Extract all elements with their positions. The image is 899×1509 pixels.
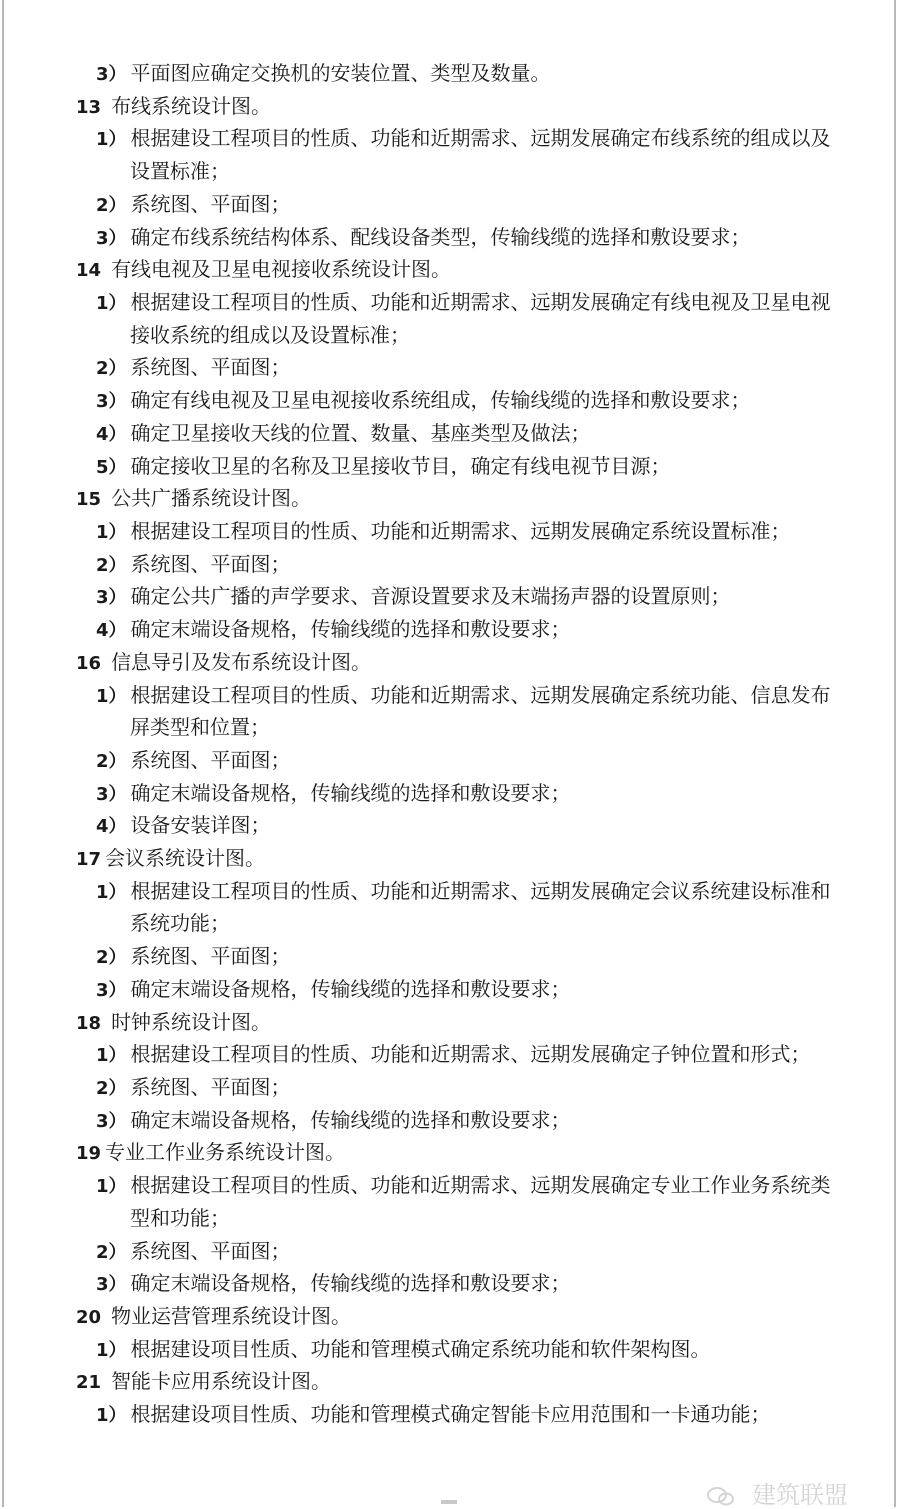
- section-heading: 21 智能卡应用系统设计图。: [76, 1369, 332, 1393]
- item-line: 4） 确定末端设备规格，传输线缆的选择和敷设要求；: [96, 617, 571, 641]
- item-line: 1） 根据建设工程项目的性质、功能和近期需求、远期发展确定会议系统建设标准和: [96, 879, 831, 903]
- item-line: 1） 根据建设工程项目的性质、功能和近期需求、远期发展确定系统功能、信息发布: [96, 683, 831, 707]
- item-line: 2） 系统图、平面图；: [96, 1075, 291, 1099]
- wechat-icon: [706, 1486, 736, 1506]
- item-line: 3） 确定末端设备规格，传输线缆的选择和敷设要求；: [96, 1108, 571, 1132]
- section-heading: 17 会议系统设计图。: [76, 846, 266, 870]
- item-line: 2） 系统图、平面图；: [96, 355, 291, 379]
- item-line: 4） 确定卫星接收天线的位置、数量、基座类型及做法；: [96, 421, 591, 445]
- section-heading: 13 布线系统设计图。: [76, 94, 272, 118]
- section-heading: 16 信息导引及发布系统设计图。: [76, 650, 372, 674]
- item-line: 2） 系统图、平面图；: [96, 1239, 291, 1263]
- item-line: 3） 确定有线电视及卫星电视接收系统组成，传输线缆的选择和敷设要求；: [96, 388, 751, 412]
- item-line: 3） 平面图应确定交换机的安装位置、类型及数量。: [96, 61, 551, 85]
- section-heading: 18 时钟系统设计图。: [76, 1010, 272, 1034]
- item-continuation: 系统功能；: [130, 911, 230, 935]
- item-line: 2） 系统图、平面图；: [96, 192, 291, 216]
- item-line: 1） 根据建设工程项目的性质、功能和近期需求、远期发展确定专业工作业务系统类: [96, 1173, 831, 1197]
- page-number-fragment: [441, 1500, 457, 1504]
- item-line: 1） 根据建设工程项目的性质、功能和近期需求、远期发展确定系统设置标准；: [96, 519, 791, 543]
- item-line: 2） 系统图、平面图；: [96, 944, 291, 968]
- item-line: 5） 确定接收卫星的名称及卫星接收节目，确定有线电视节目源；: [96, 454, 671, 478]
- section-heading: 15 公共广播系统设计图。: [76, 486, 312, 510]
- item-line: 1） 根据建设项目性质、功能和管理模式确定智能卡应用范围和一卡通功能；: [96, 1402, 771, 1426]
- item-line: 3） 确定末端设备规格，传输线缆的选择和敷设要求；: [96, 977, 571, 1001]
- section-heading: 19 专业工作业务系统设计图。: [76, 1140, 346, 1164]
- item-line: 4） 设备安装详图；: [96, 813, 271, 837]
- item-line: 3） 确定公共广播的声学要求、音源设置要求及末端扬声器的设置原则；: [96, 584, 731, 608]
- section-heading: 20 物业运营管理系统设计图。: [76, 1304, 352, 1328]
- item-line: 1） 根据建设工程项目的性质、功能和近期需求、远期发展确定布线系统的组成以及: [96, 126, 831, 150]
- item-line: 1） 根据建设工程项目的性质、功能和近期需求、远期发展确定有线电视及卫星电视: [96, 290, 831, 314]
- watermark-text: 建筑联盟: [752, 1481, 848, 1509]
- item-line: 1） 根据建设工程项目的性质、功能和近期需求、远期发展确定子钟位置和形式；: [96, 1042, 811, 1066]
- item-line: 3） 确定布线系统结构体系、配线设备类型，传输线缆的选择和敷设要求；: [96, 225, 751, 249]
- item-continuation: 屏类型和位置；: [130, 715, 270, 739]
- item-line: 3） 确定末端设备规格，传输线缆的选择和敷设要求；: [96, 781, 571, 805]
- item-line: 2） 系统图、平面图；: [96, 748, 291, 772]
- item-continuation: 设置标准；: [130, 159, 230, 183]
- page-border-left: [2, 0, 4, 1507]
- item-line: 2） 系统图、平面图；: [96, 552, 291, 576]
- page-border-right: [894, 0, 896, 1507]
- item-continuation: 接收系统的组成以及设置标准；: [130, 323, 410, 347]
- item-continuation: 型和功能；: [130, 1206, 230, 1230]
- item-line: 1） 根据建设项目性质、功能和管理模式确定系统功能和软件架构图。: [96, 1337, 711, 1361]
- section-heading: 14 有线电视及卫星电视接收系统设计图。: [76, 257, 452, 281]
- item-line: 3） 确定末端设备规格，传输线缆的选择和敷设要求；: [96, 1271, 571, 1295]
